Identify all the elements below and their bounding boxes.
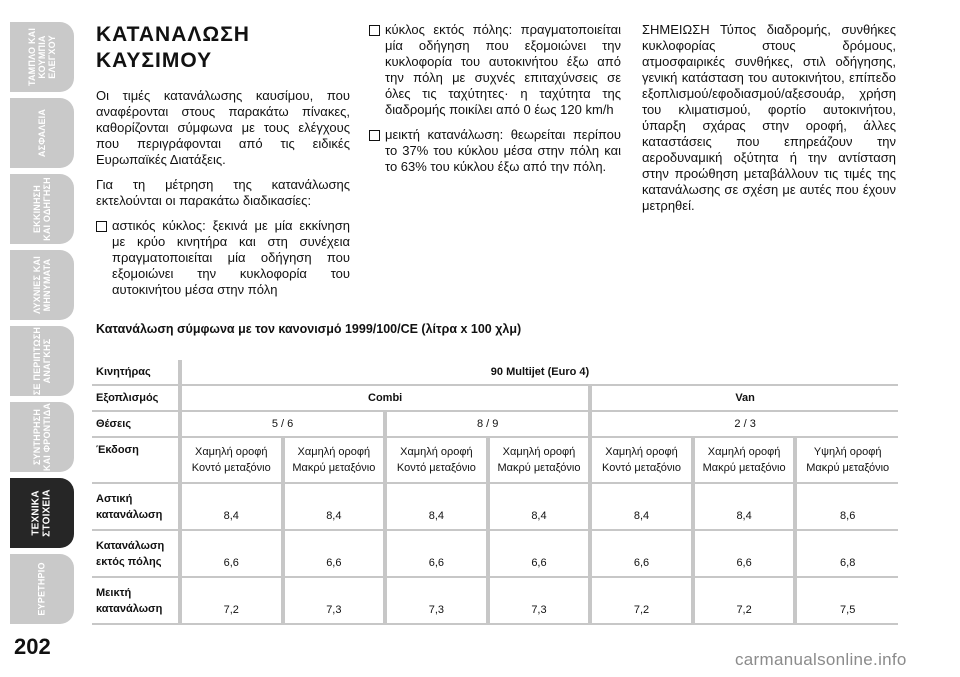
seats-value: 8 / 9	[385, 411, 590, 437]
tab-emergency[interactable]: ΣΕ ΠΕΡΙΠΤΩΣΗ ΑΝΑΓΚΗΣ	[10, 326, 74, 396]
urban-label: Αστική κατανάλωση	[92, 483, 180, 530]
engine-label: Κινητήρας	[92, 360, 180, 385]
value-cell: 6,6	[180, 530, 283, 577]
extra-urban-label: Κατανάλωση εκτός πόλης	[92, 530, 180, 577]
version-cell: Χαμηλή οροφή Κοντό μεταξόνιο	[385, 437, 488, 483]
measure-intro-paragraph: Για τη μέτρηση της κατανάλωσης εκτελούνται οι παρακάτω διαδικασίες:	[96, 177, 350, 208]
seats-value: 5 / 6	[180, 411, 385, 437]
checkbox-bullet-icon	[369, 25, 380, 36]
seats-label: Θέσεις	[92, 411, 180, 437]
tab-warning-lights[interactable]: ΛΥΧΝΙΕΣ ΚΑΙ ΜΗΝΥΜΑΤΑ	[10, 250, 74, 320]
bullet-urban-cycle	[96, 218, 350, 298]
version-cell: Χαμηλή οροφή Μακρύ μεταξόνιο	[693, 437, 796, 483]
value-cell: 8,4	[180, 483, 283, 530]
tab-safety[interactable]: ΑΣΦΑΛΕΙΑ	[10, 98, 74, 168]
table-row-seats	[92, 411, 898, 437]
table-row-extra-urban	[92, 530, 898, 577]
checkbox-bullet-icon	[96, 221, 107, 232]
section-title	[96, 22, 350, 74]
table-row-equipment	[92, 385, 898, 411]
version-cell: Χαμηλή οροφή Μακρύ μεταξόνιο	[283, 437, 386, 483]
bullet-text: κύκλος εκτός πόλης: πραγματοποιείται μία οδήγηση που εξομοιώνει την κυκλοφορία του αυτοκινήτου έξω από την πόλη με συχνές επιταχύνσεις σε όλες τις ταχύτητες· η ταχύτητα της διαδρομής ποικίλει από 0 έως 120 km/h	[385, 22, 621, 117]
combined-label: Μεικτή κατανάλωση	[92, 577, 180, 624]
value-cell: 7,2	[590, 577, 693, 624]
value-cell: 6,6	[385, 530, 488, 577]
version-cell: Χαμηλή οροφή Κοντό μεταξόνιο	[180, 437, 283, 483]
equipment-van: Van	[590, 385, 898, 411]
value-cell: 7,5	[795, 577, 898, 624]
table-caption: Κατανάλωση σύμφωνα με τον κανονισμό 1999/100/CE (λίτρα x 100 χλμ)	[96, 322, 522, 336]
chapter-sidebar	[0, 0, 84, 677]
value-cell: 8,4	[283, 483, 386, 530]
tab-technical-data[interactable]: ΤΕΧΝΙΚΑ ΣΤΟΙΧΕΙΑ	[10, 478, 74, 548]
value-cell: 7,3	[488, 577, 591, 624]
engine-value: 90 Multijet (Euro 4)	[180, 360, 898, 385]
value-cell: 6,6	[693, 530, 796, 577]
value-cell: 7,2	[693, 577, 796, 624]
text-column-1	[96, 22, 350, 307]
value-cell: 7,3	[385, 577, 488, 624]
value-cell: 6,6	[283, 530, 386, 577]
table-row-engine	[92, 360, 898, 385]
table-row-combined	[92, 577, 898, 624]
value-cell: 8,6	[795, 483, 898, 530]
bullet-text: αστικός κύκλος: ξεκινά με μία εκκίνηση με κρύο κινητήρα και στη συνέχεια πραγματοποιείται μία οδήγηση που εξομοιώνει την κυκλοφορία του αυτοκινήτου μέσα στην πόλη	[112, 218, 350, 297]
page-number: 202	[14, 634, 51, 659]
version-cell: Χαμηλή οροφή Μακρύ μεταξόνιο	[488, 437, 591, 483]
section-title-text: ΚΑΤΑΝΑΛΩΣΗ ΚΑΥΣΙΜΟΥ	[96, 23, 250, 72]
text-column-3	[642, 22, 896, 223]
version-label: Έκδοση	[92, 437, 180, 483]
tab-index[interactable]: ΕΥΡΕΤΗΡΙΟ	[10, 554, 74, 624]
value-cell: 6,8	[795, 530, 898, 577]
tab-starting-driving[interactable]: ΕΚΚΙΝΗΣΗ ΚΑΙ ΟΔΗΓΗΣΗ	[10, 174, 74, 244]
value-cell: 8,4	[488, 483, 591, 530]
equipment-combi: Combi	[180, 385, 590, 411]
text-column-2	[369, 22, 621, 184]
bullet-combined-consumption	[369, 127, 621, 175]
value-cell: 7,2	[180, 577, 283, 624]
tab-dashboard-controls[interactable]: ΤΑΜΠΛΟ ΚΑΙ ΚΟΥΜΠΙΑ ΕΛΕΓΧΟΥ	[10, 22, 74, 92]
value-cell: 8,4	[693, 483, 796, 530]
bullet-extra-urban-cycle	[369, 22, 621, 118]
equipment-label: Εξοπλισμός	[92, 385, 180, 411]
value-cell: 8,4	[385, 483, 488, 530]
checkbox-bullet-icon	[369, 130, 380, 141]
value-cell: 6,6	[488, 530, 591, 577]
version-cell: Υψηλή οροφή Μακρύ μεταξόνιο	[795, 437, 898, 483]
value-cell: 6,6	[590, 530, 693, 577]
note-paragraph: ΣΗΜΕΙΩΣΗ Τύπος διαδρομής, συνθήκες κυκλοφορίας στους δρόμους, ατμοσφαιρικές συνθήκες, στιλ οδήγησης, γενική κατάσταση του αυτοκινήτου, επίπεδο εξοπλισμού/εφοδιασμού/αξεσουάρ, χρήση του κλιματισμού, φορτίο αυτοκινήτου, ύπαρξη σχάρας στην οροφή, άλλες καταστάσεις που επηρεάζουν την αεροδυναμική οξύτητα ή την αντίσταση στην προώθηση μεταβάλλουν τις τιμές της κατανάλωσης σε σχέση με αυτές που έχουν μετρηθεί.	[642, 22, 896, 213]
value-cell: 7,3	[283, 577, 386, 624]
bullet-text: μεικτή κατανάλωση: θεωρείται περίπου το 37% του κύκλου μέσα στην πόλη και το 63% του κύκλου έξω από την πόλη.	[385, 127, 621, 174]
consumption-table	[92, 360, 898, 625]
tab-maintenance[interactable]: ΣΥΝΤΗΡΗΣΗ ΚΑΙ ΦΡΟΝΤΙΔΑ	[10, 402, 74, 472]
watermark: carmanualsonline.info	[735, 650, 907, 669]
version-cell: Χαμηλή οροφή Κοντό μεταξόνιο	[590, 437, 693, 483]
table-row-version	[92, 437, 898, 483]
intro-paragraph: Οι τιμές κατανάλωσης καυσίμου, που αναφέρονται στους παρακάτω πίνακες, καθορίζονται σύμφωνα με τους ελέγχους που περιγράφονται από τις ειδικές Ευρωπαϊκές Διατάξεις.	[96, 88, 350, 167]
seats-value: 2 / 3	[590, 411, 898, 437]
table-row-urban	[92, 483, 898, 530]
value-cell: 8,4	[590, 483, 693, 530]
